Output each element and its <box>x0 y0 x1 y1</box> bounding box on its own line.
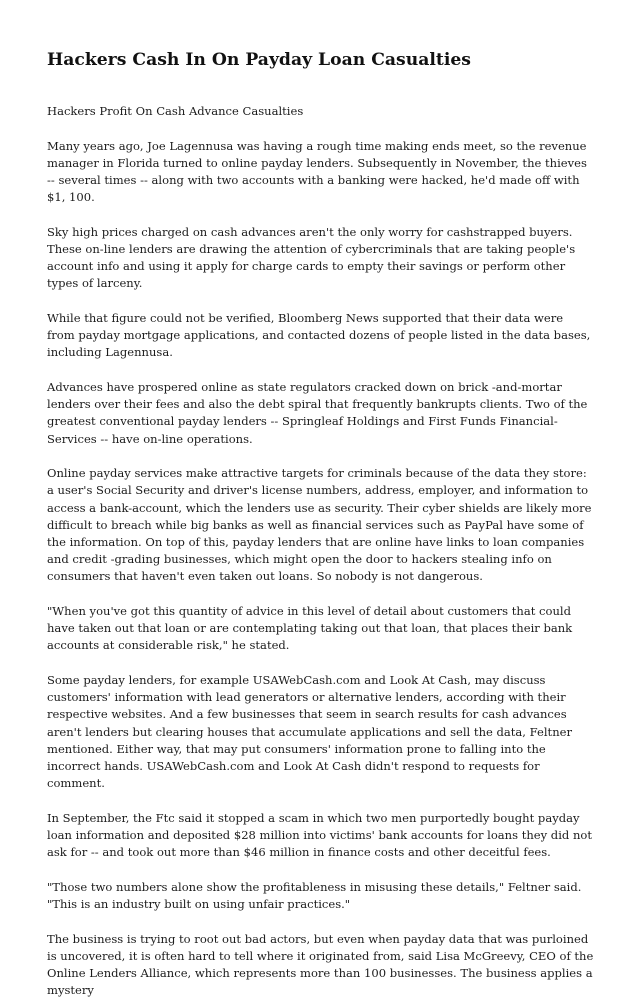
body-paragraph: Online payday services make attractive targets for criminals because of the data they store: a user's Social Security and driver's license numbers, address, employer, and information to access a bank-account, which the lenders use as security. Their cyber shields are likely more difficult to breach while big banks as well as financial services such as PayPal have some of the information. On top of this, payday lenders that are online have links to loan companies and credit -grading businesses, which might open the door to hackers stealing info on consumers that haven't even taken out loans. So nobody is not dangerous. <box>47 466 592 584</box>
subtitle-paragraph: Hackers Profit On Cash Advance Casualties <box>47 104 304 118</box>
body-paragraph: The business is trying to root out bad actors, but even when payday data that was purloined is uncovered, it is often hard to tell where it originated from, said Lisa McGreevy, CEO of the Online Lenders Alliance, which represents more than 100 businesses. The business applies a mystery <box>47 931 594 998</box>
body-paragraph: Sky high prices charged on cash advances aren't the only worry for cashstrapped buyers. These on-line lenders are drawing the attention of cybercriminals that are taking people's account info and using it apply for charge cards to empty their savings or perform other types of larceny. <box>47 224 576 291</box>
document-title: Hackers Cash In On Payday Loan Casualties <box>47 50 471 70</box>
body-paragraph: In September, the Ftc said it stopped a scam in which two men purportedly bought payday loan information and deposited $28 million into victims' bank accounts for loans they did not ask for -- and took out more than $46 million in finance costs and other deceitful fees. <box>47 810 592 860</box>
body-paragraph: "When you've got this quantity of advice in this level of detail about customers that could have taken out that loan or are contemplating taking out that loan, that places their bank accounts at considerable risk," he stated. <box>47 604 573 653</box>
body-paragraph: Some payday lenders, for example USAWebCash.com and Look At Cash, may discuss customers' information with lead generators or alternative lenders, according with their respective websites. And a few businesses that seem in search results for cash advances aren't lenders but clearing houses that accumulate applications and sell the data, Feltner mentioned. Either way, that may put consumers' information prone to falling into the incorrect hands. USAWebCash.com and Look At Cash didn't respond to requests for comment. <box>47 673 572 791</box>
document-body <box>47 103 594 999</box>
body-paragraph: "Those two numbers alone show the profitableness in misusing these details," Feltner said. "This is an industry built on using unfair practices." <box>47 879 582 912</box>
body-paragraph: While that figure could not be verified, Bloomberg News supported that their data were from payday mortgage applications, and contacted dozens of people listed in the data bases, including Lagennusa. <box>47 311 591 360</box>
body-paragraph: Advances have prospered online as state regulators cracked down on brick -and-mortar lenders over their fees and also the debt spiral that frequently bankrupts clients. Two of the greatest conventional payday lenders -- Springleaf Holdings and First Funds Financial-Services -- have on-line operations. <box>47 380 588 446</box>
body-paragraph: Many years ago, Joe Lagennusa was having a rough time making ends meet, so the revenue manager in Florida turned to online payday lenders. Subsequently in November, the thieves -- several times -- along with two accounts with a banking were hacked, he'd made off with $1, 100. <box>47 138 587 205</box>
